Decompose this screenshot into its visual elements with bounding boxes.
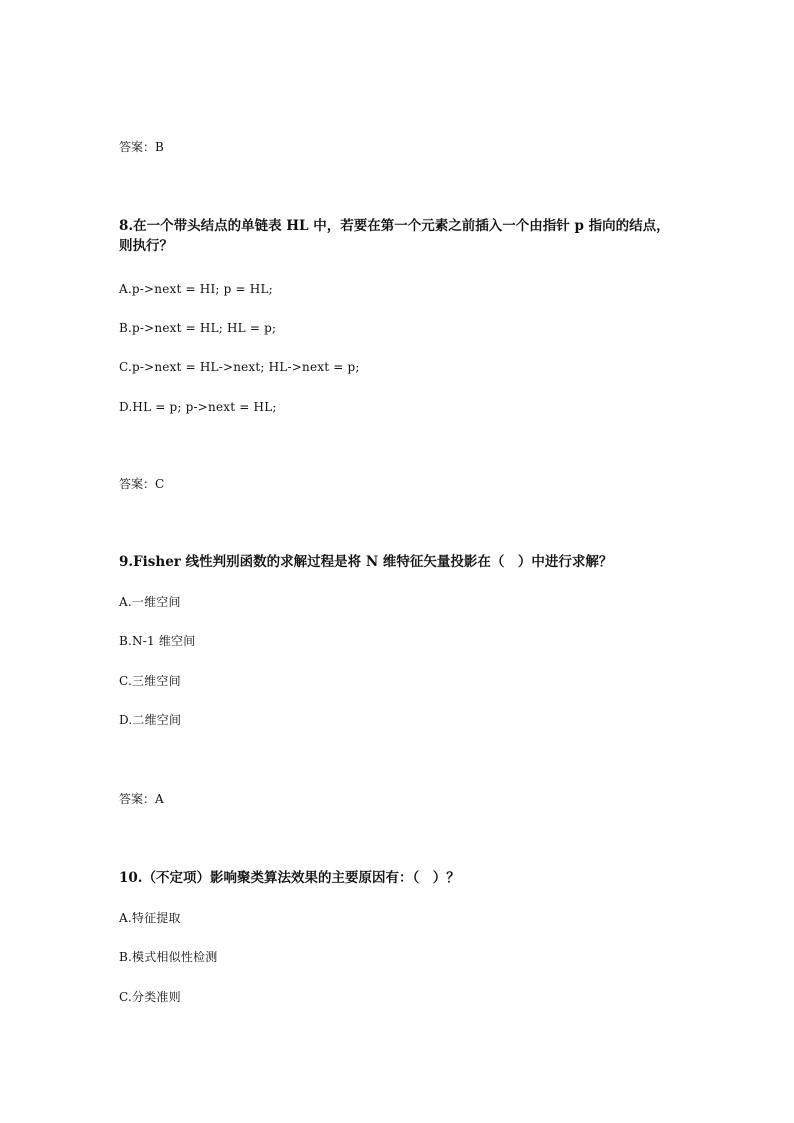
question-10-option-b: B.模式相似性检测 xyxy=(119,950,218,964)
question-9-option-b: B.N-1 维空间 xyxy=(119,634,196,648)
answer-q8: 答案：C xyxy=(119,477,165,491)
question-8-title: 8.在一个带头结点的单链表 HL 中，若要在第一个元素之前插入一个由指针 p 指向的结点，则执行？ xyxy=(119,218,670,254)
question-9-option-c: C.三维空间 xyxy=(119,674,181,688)
question-8-option-c: C.p->next = HL->next; HL->next = p; xyxy=(119,360,360,374)
question-8-option-a: A.p->next = HI; p = HL; xyxy=(119,282,273,296)
question-10-option-c: C.分类准则 xyxy=(119,990,181,1004)
question-9-title: 9.Fisher 线性判别函数的求解过程是将 N 维特征矢量投影在（ ）中进行求解？ xyxy=(119,554,613,570)
question-10-title: 10.（不定项）影响聚类算法效果的主要原因有：（ ）？ xyxy=(119,870,460,886)
answer-q7: 答案：B xyxy=(119,140,164,154)
question-9-option-a: A.一维空间 xyxy=(119,595,181,609)
answer-q9: 答案：A xyxy=(119,792,164,806)
question-9-option-d: D.二维空间 xyxy=(119,713,182,727)
question-8-option-b: B.p->next = HL; HL = p; xyxy=(119,321,277,335)
question-8-option-d: D.HL = p; p->next = HL; xyxy=(119,400,277,414)
question-10-option-a: A.特征提取 xyxy=(119,911,181,925)
